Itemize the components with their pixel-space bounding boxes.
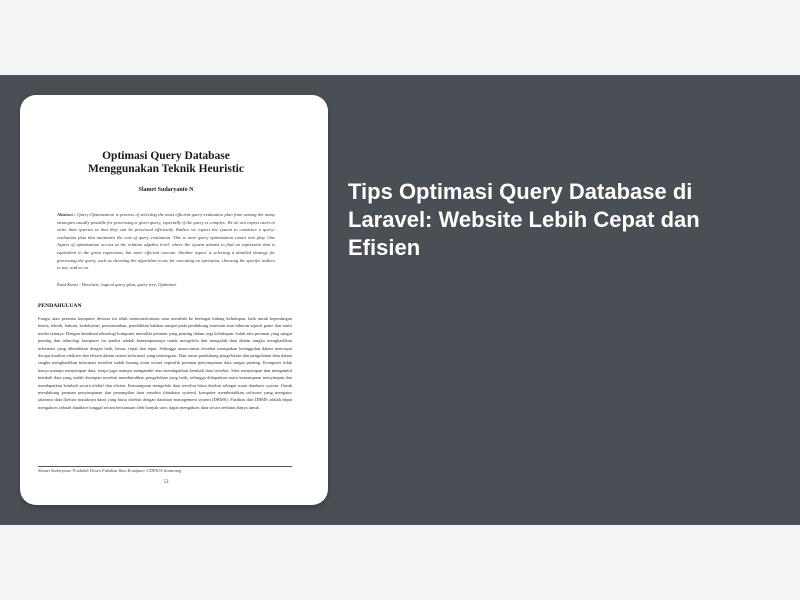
paper-title-line-1: Optimasi Query Database [102,150,230,162]
hero-banner [0,75,800,525]
paper-author: Slamet Sudaryanto N [138,187,194,193]
paper-abstract-label: Abstract : [57,212,76,217]
paper-title-line-2: Menggunakan Teknik Heuristic [88,163,244,175]
featured-image[interactable] [20,95,328,505]
paper-abstract [57,211,275,272]
paper-body: Fungsi atau peranan komputer dewasa ini telah mentransformasi atau merubah ke berbagai bidang kehidupan, baik untuk kepentingan bisnis, teknik, hukum, kedokteran, pemerintahan, pendidikan bahkan sampai pada pendukung entertain atau hiburan seperti game dan multi media lainnya. Dengan demikian teknologi komputer memiliki peranan yang penting dalam segi kehidupan. Salah satu peranan yang sangat penting dan teknologi komputer itu sendiri adalah kemampuannya untuk mengelola dan mengolah data dalam rangka menghasilkan informasi yang dibutuhkan dengan baik, benar, cepat dan tepat. Sehingga unsur-unsur tersebut merupakan keunggulan dalam mencapai derajat kualitas efektive dan efisien dalam sistem informasi yang terintegrasi. Dan unsur pendukung pengelolaan dan pengolahan data dalam rangka menghasilkan informasi tersebut sudah barang tentu secara sepesifik peranan penyimpanan data sangat penting. Komputer tidak hanya mampu menyimpan data, tetapi juga mampu mengambil atau mendapatkan kembali data tersebut. Sifat menyimpan dan mengambil kembali data yang sudah disimpan tersebut membutuhkan pengelolaan yang baik, sehingga didapatkan suatu kemampuan menyimpan dan mendapatkan kembali secara efektif dan efisien. Kemampuan mengelola data tersebut biasa disebut sebagai suatu database system. Untuk mendukung peranan penyimpanan dan penampilan data tersebut (database system) komputer membutuhkan software yang mengatur jalannya data (keluar masuknya data) yang biasa disebut dengan database management system (DBMS). Fasilitas dari DBMS adalah dapat mengakses sebuah database tunggal secara bersamaan oleh banyak user, dapat mengakses data secara terbatas hanya untuk [38,316,292,410]
paper-title [38,150,294,176]
paper-page-number: 53 [163,480,169,485]
paper-page [38,95,294,505]
paper-footnote-divider [38,466,292,467]
paper-section-heading: PENDAHULUAN [38,303,82,309]
paper-abstract-text: Query Optimization is process of selecting the most efficient query-evaluation plan from among the many strategies usually possible for processing a given query, especially if the query is complex. We do not expect users to write their queries so that they can be processed efficiently. Rather, we expect the system to construct a query-evaluation plan that minimizes the cost of query evaluation. This is were query optimization comes into play. One Aspect of optimization occurs at the relation algebra level, where the system attemts to find an expression that is equivalent to the given expression, but more efficient execute. Another aspect is selecting a detailed strategy for processing the query, such as choosing the algorithm to use for executing an operation, choosing the specific indices to use, and so on. [57,212,275,271]
paper-keywords: Kata Kunci : Heuristic, logical query plan, query tree, Optimizer [57,282,177,287]
article-title[interactable]: Tips Optimasi Query Database di Laravel: Website Lebih Cepat dan Efisien [348,179,700,260]
paper-footnote: Slamet Sudaryanto N adalah Dosen Fakultas Ilmu Komputer UDINUS Semarang [38,468,182,473]
